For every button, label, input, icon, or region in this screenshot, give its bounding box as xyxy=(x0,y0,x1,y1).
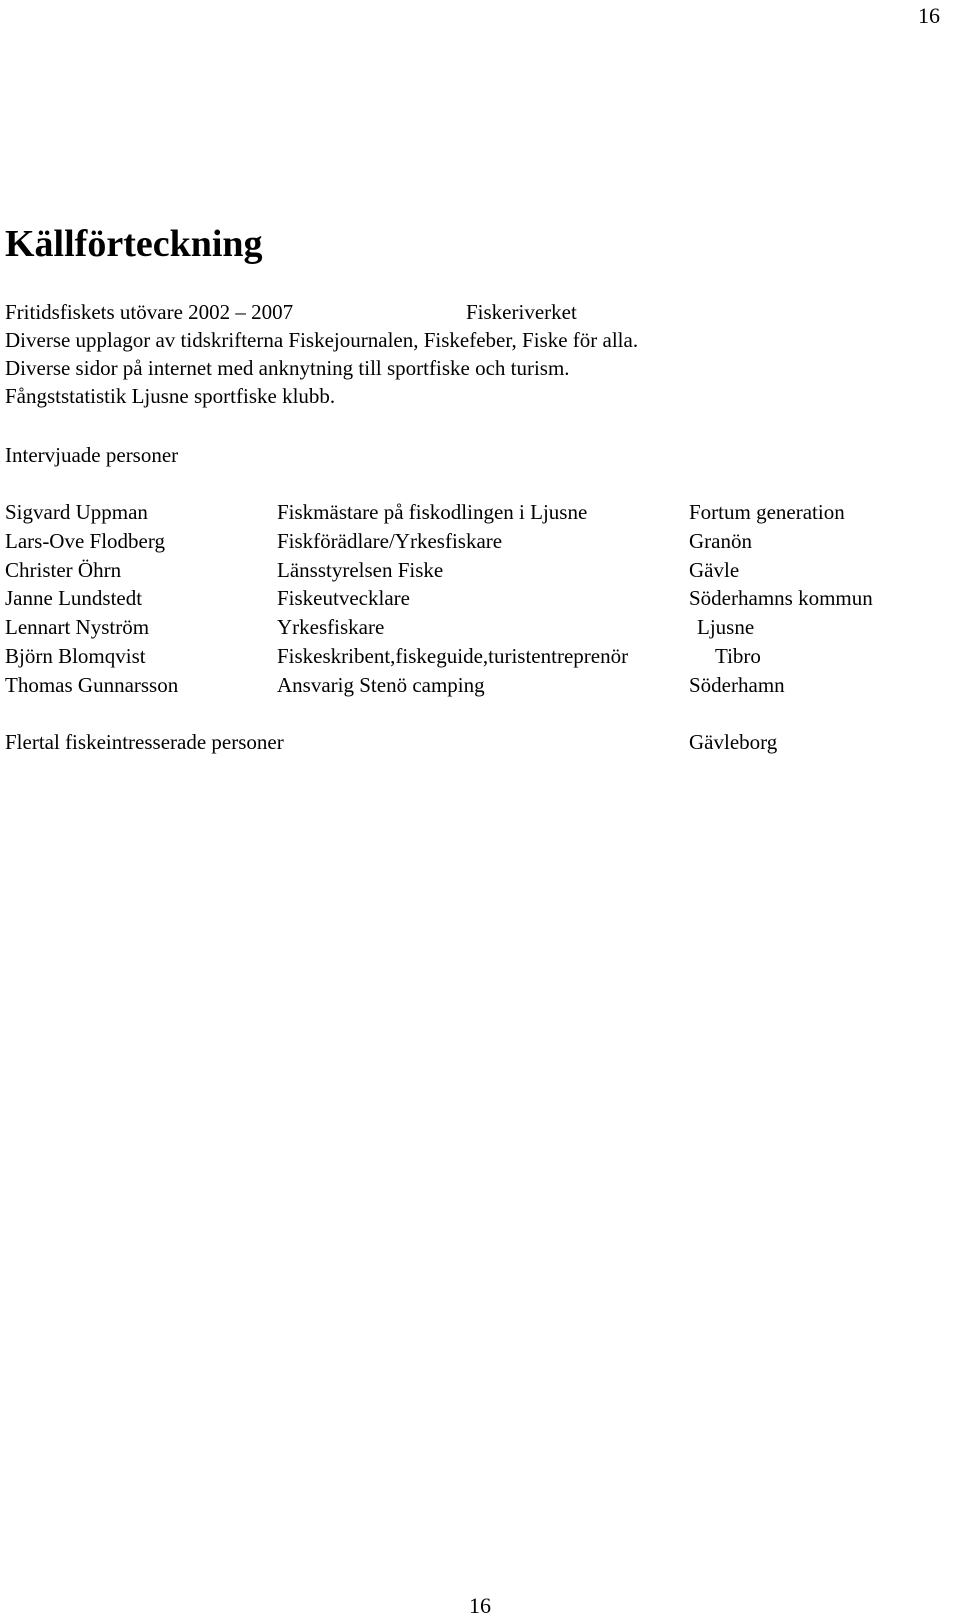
person-name: Lars-Ove Flodberg xyxy=(5,528,165,553)
person-name: Björn Blomqvist xyxy=(5,643,146,668)
interviewed-heading: Intervjuade personer xyxy=(5,443,179,467)
person-place: Söderhamns kommun xyxy=(689,586,873,611)
person-role: Länsstyrelsen Fiske xyxy=(277,557,444,582)
person-row xyxy=(5,671,935,700)
person-name: Lennart Nyström xyxy=(5,615,150,640)
person-role: Ansvarig Stenö camping xyxy=(277,672,485,697)
other-sources-row xyxy=(5,728,935,756)
person-row xyxy=(5,642,935,671)
page-title: Källförteckning xyxy=(5,223,263,265)
person-role: Fiskeskribent,fiskeguide,turistentreprenör xyxy=(277,643,629,668)
person-name: Janne Lundstedt xyxy=(5,586,143,611)
person-row xyxy=(5,556,935,585)
person-row xyxy=(5,584,935,613)
person-place: Ljusne xyxy=(697,615,755,640)
source-item xyxy=(5,382,935,410)
person-place: Gävle xyxy=(689,557,740,582)
person-row xyxy=(5,498,935,527)
page-number-top: 16 xyxy=(918,3,940,28)
source-title: Diverse sidor på internet med anknytning till sportfiske och turism. xyxy=(5,356,570,380)
source-title: Fångststatistik Ljusne sportfiske klubb. xyxy=(5,384,336,408)
source-item xyxy=(5,326,935,354)
source-item xyxy=(5,298,935,326)
person-role: Yrkesfiskare xyxy=(277,615,385,640)
person-row xyxy=(5,527,935,556)
other-sources-place: Gävleborg xyxy=(689,730,778,754)
person-place: Fortum generation xyxy=(689,500,845,524)
person-name: Thomas Gunnarsson xyxy=(5,672,179,697)
other-sources-label: Flertal fiskeintresserade personer xyxy=(5,730,284,754)
person-role: Fiskeutvecklare xyxy=(277,586,410,611)
sources-list xyxy=(5,298,935,410)
person-name: Christer Öhrn xyxy=(5,557,122,582)
source-title: Diverse upplagor av tidskrifterna Fiskejournalen, Fiskefeber, Fiske för alla. xyxy=(5,328,639,352)
source-publisher: Fiskeriverket xyxy=(466,300,577,324)
page-number-bottom: 16 xyxy=(469,1593,491,1618)
person-place: Tibro xyxy=(715,643,761,668)
person-place: Söderhamn xyxy=(689,672,785,697)
person-place: Granön xyxy=(689,528,752,553)
person-role: Fiskförädlare/Yrkesfiskare xyxy=(277,528,503,553)
person-name: Sigvard Uppman xyxy=(5,500,148,524)
person-row xyxy=(5,613,935,642)
persons-list xyxy=(5,498,935,700)
source-item xyxy=(5,354,935,382)
source-title: Fritidsfiskets utövare 2002 – 2007 xyxy=(5,300,294,324)
person-role: Fiskmästare på fiskodlingen i Ljusne xyxy=(277,500,588,524)
